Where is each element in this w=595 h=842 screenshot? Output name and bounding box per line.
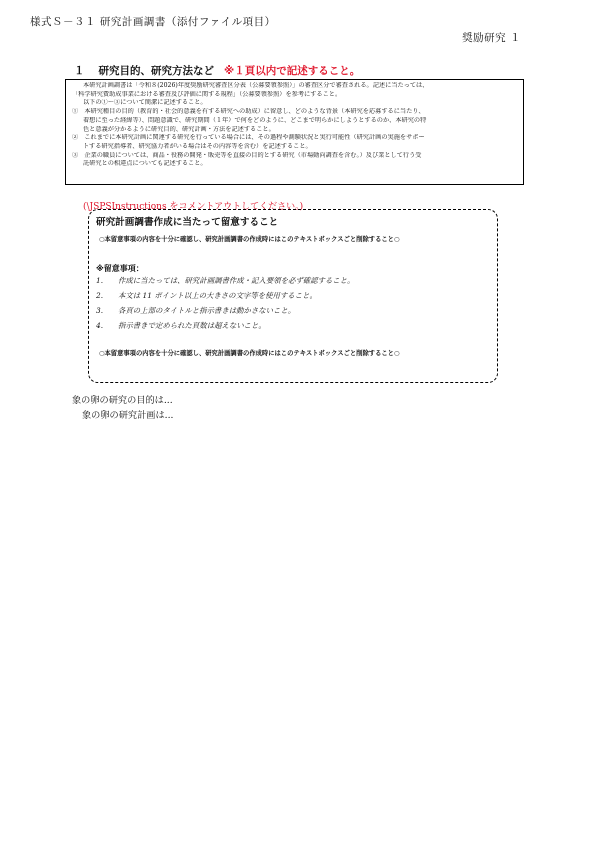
instruction-box — [65, 79, 524, 185]
instruction-line: 以下の①～③について簡潔に記述すること。 — [83, 99, 207, 107]
instruction-line: 本研究計画調書は「令和８(2026)年度奨励研究審査区分表（公募要領参照）」の審査区分で審査される。記述に当たっては、 — [83, 82, 429, 89]
instruction-line: 色と意義が分かるように研究目的、研究計画・方法を記述すること。 — [83, 125, 275, 133]
list-item: 2. 本文は 11 ポイント以上の大きさの文字等を使用すること。 — [96, 291, 317, 300]
instruction-line: ② これまでに本研究計画に関連する研究を行っている場合には、その過程や測験状況と実行可能性（研究計画の実施をサポー — [72, 134, 425, 142]
guidance-textbox[interactable] — [88, 209, 498, 383]
list-item: 1. 作成に当たっては、研究計画調書作成・記入要領を必ず確認すること。 — [96, 276, 355, 285]
section-heading — [74, 63, 360, 78]
instruction-line: ① 本研究種目の目的（教育的・社会的意義を有する研究への助成）に留意し、どのような背景（本研究を応募するに当たり、 — [72, 108, 425, 116]
list-item: 4. 指示書きで定められた頁数は超えないこと。 — [96, 321, 266, 330]
instruction-line: ③ 企業の職員については、商品・役務の開発・販売等を直接の目的とする研究（市場動向調査を含む。）及び業として行う受 — [72, 151, 422, 159]
notes-heading: ※留意事項： — [96, 264, 144, 273]
body-text-purpose[interactable]: 象の卵の研究の目的は... — [72, 395, 173, 406]
section-number: １ — [74, 65, 85, 77]
research-category: 奨励研究 １ — [462, 32, 521, 44]
instruction-line: トする研究指導者、研究協力者がいる場合はその内容等を含む）を記述すること。 — [83, 142, 312, 150]
instruction-line: 着想に至った経緯等）、問題意識で、研究期間（１年）で何をどのように、どこまで明らかにしようとするのか、本研究の特 — [83, 116, 427, 124]
instruction-line: 託研究との相違点についても記述すること。 — [83, 160, 207, 168]
page-limit-note: ※１頁以内で記述すること。 — [224, 65, 361, 77]
section-title: 研究目的、研究方法など — [98, 65, 214, 77]
delete-notice-bottom: ○本留意事項の内容を十分に確認し、研究計画調書の作成時にはこのテキストボックスごと削除すること○ — [99, 350, 400, 357]
guidance-title: 研究計画調書作成に当たって留意すること — [96, 217, 279, 228]
body-text-plan[interactable]: 象の卵の研究計画は... — [82, 410, 174, 421]
notes-list — [96, 273, 355, 333]
comment-out-note: (\JSPSInstructions をコメントアウトしてください。) — [83, 202, 304, 212]
delete-notice-top: ○本留意事項の内容を十分に確認し、研究計画調書の作成時にはこのテキストボックスごと削除すること○ — [99, 236, 400, 243]
instruction-line: 「科学研究費助成事業における審査及び評価に関する規程」（公募要領参照）を参考にすること。 — [72, 90, 342, 98]
form-id: 様式Ｓ－３１ 研究計画調書（添付ファイル項目） — [30, 16, 276, 28]
list-item: 3. 各頁の上部のタイトルと指示書きは動かさないこと。 — [96, 306, 296, 315]
